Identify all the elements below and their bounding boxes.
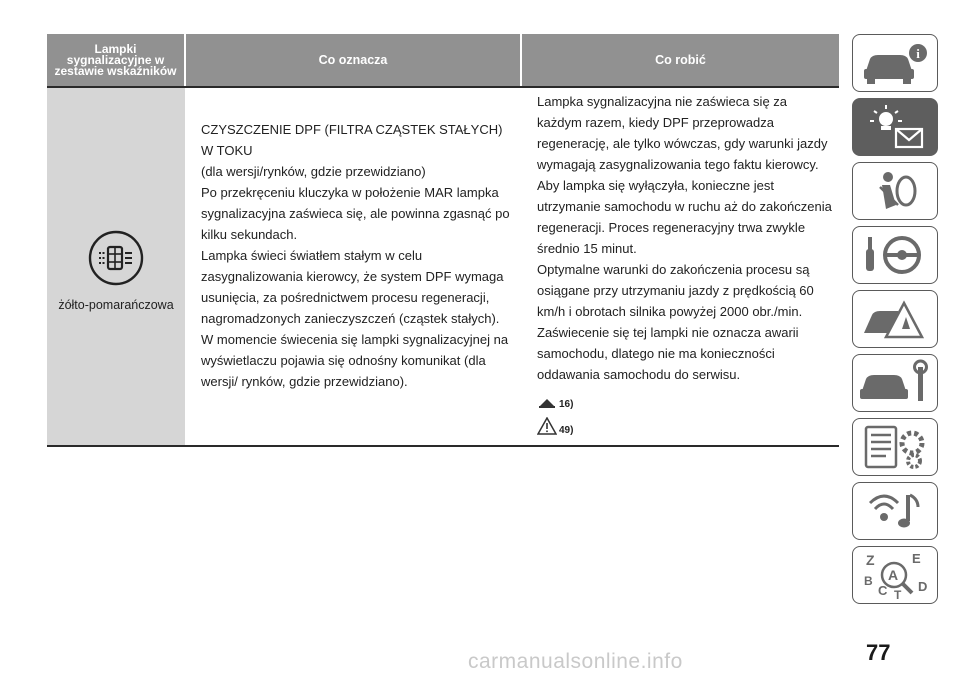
index-letter: E bbox=[912, 551, 921, 566]
reference-caution bbox=[537, 391, 835, 411]
header-action: Co robić bbox=[521, 34, 839, 87]
index-letter: D bbox=[918, 579, 928, 594]
tab-maintenance[interactable] bbox=[852, 354, 938, 412]
index-letter: T bbox=[894, 588, 902, 601]
meaning-paragraph: W momencie świecenia się lampki sygnalizacyjnej na wyświetlaczu pojawia się odnośny komunikat (dla wersji/ rynków, gdzie przewidziano). bbox=[201, 332, 509, 389]
dpf-filter-icon bbox=[87, 229, 145, 287]
key-steering-wheel-icon bbox=[856, 229, 934, 281]
index-letter: C bbox=[878, 583, 888, 598]
reference-number[interactable]: 49) bbox=[559, 425, 574, 436]
tab-starting-driving[interactable] bbox=[852, 226, 938, 284]
index-letter: Z bbox=[866, 552, 875, 568]
reference-number[interactable]: 16) bbox=[559, 399, 574, 410]
car-info-icon bbox=[856, 37, 934, 89]
tab-multimedia[interactable] bbox=[852, 482, 938, 540]
multimedia-icon bbox=[856, 485, 934, 537]
reference-warning bbox=[537, 417, 835, 437]
header-meaning: Co oznacza bbox=[185, 34, 521, 87]
technical-data-icon bbox=[856, 421, 934, 473]
header-lamps bbox=[47, 34, 185, 87]
tab-safety[interactable] bbox=[852, 162, 938, 220]
tab-technical-data[interactable] bbox=[852, 418, 938, 476]
emergency-icon bbox=[856, 293, 934, 345]
maintenance-icon bbox=[856, 357, 934, 409]
tab-car-info[interactable] bbox=[852, 34, 938, 92]
header-lamps-line: Lampki bbox=[94, 41, 137, 56]
safety-airbag-icon bbox=[856, 165, 934, 217]
action-cell bbox=[521, 87, 839, 446]
warning-lights-table bbox=[47, 34, 839, 447]
lamp-color-label: żółto-pomarańczowa bbox=[58, 298, 174, 312]
table-header-row bbox=[47, 34, 839, 87]
meaning-title: CZYSZCZENIE DPF (FILTRA CZĄSTEK STAŁYCH) W TOKU bbox=[201, 122, 503, 158]
meaning-cell bbox=[185, 87, 521, 446]
watermark: carmanualsonline.info bbox=[468, 650, 683, 673]
action-paragraph: Optymalne warunki do zakończenia procesu są osiągane przy utrzymaniu jazdy z prędkością 60 km/h i obrotach silnika powyżej 2000 obr./min. Zaświecenie się tej lampki nie oznacza awarii samochodu, dlatego nie ma konieczności oddawania samochodu do serwisu. bbox=[537, 262, 814, 382]
meaning-paragraph: Po przekręceniu kluczyka w położenie MAR lampka sygnalizacyjna zaświeca się, ale powinna zgasnąć po kilku sekundach. bbox=[201, 185, 510, 242]
tab-warning-lights[interactable] bbox=[852, 98, 938, 156]
meaning-paragraph: (dla wersji/rynków, gdzie przewidziano) bbox=[201, 164, 426, 179]
chapter-navigation bbox=[852, 34, 940, 604]
warning-icon bbox=[537, 417, 557, 435]
tab-emergency[interactable] bbox=[852, 290, 938, 348]
svg-text:i: i bbox=[916, 46, 920, 61]
tab-index[interactable] bbox=[852, 546, 938, 604]
warning-lights-icon bbox=[856, 101, 934, 153]
lamp-cell bbox=[47, 87, 185, 446]
table-row bbox=[47, 87, 839, 446]
header-lamps-line: sygnalizacyjne w bbox=[66, 52, 165, 67]
header-lamps-line: zestawie wskaźników bbox=[54, 63, 177, 78]
meaning-paragraph: Lampka świeci światłem stałym w celu zasygnalizowania kierowcy, że system DPF wymaga usunięcia, za pośrednictwem procesu regeneracji, nagromadzonych zanieczyszczeń (cząstek stałych). bbox=[201, 248, 504, 326]
index-icon bbox=[856, 549, 934, 601]
page-number: 77 bbox=[866, 640, 891, 665]
index-letter: A bbox=[888, 567, 899, 583]
caution-icon bbox=[537, 391, 557, 409]
index-letter: B bbox=[864, 574, 873, 588]
action-paragraph: Lampka sygnalizacyjna nie zaświeca się za każdym razem, kiedy DPF przeprowadza regenerację, ale tylko wówczas, gdy warunki jazdy wymagają zasygnalizowania tego faktu kierowcy. Aby lampka się wyłączyła, konieczne jest utrzymanie samochodu w ruchu aż do zakończenia regeneracji. Proces regeneracyjny trwa zwykle średnio 15 minut. bbox=[537, 94, 832, 256]
